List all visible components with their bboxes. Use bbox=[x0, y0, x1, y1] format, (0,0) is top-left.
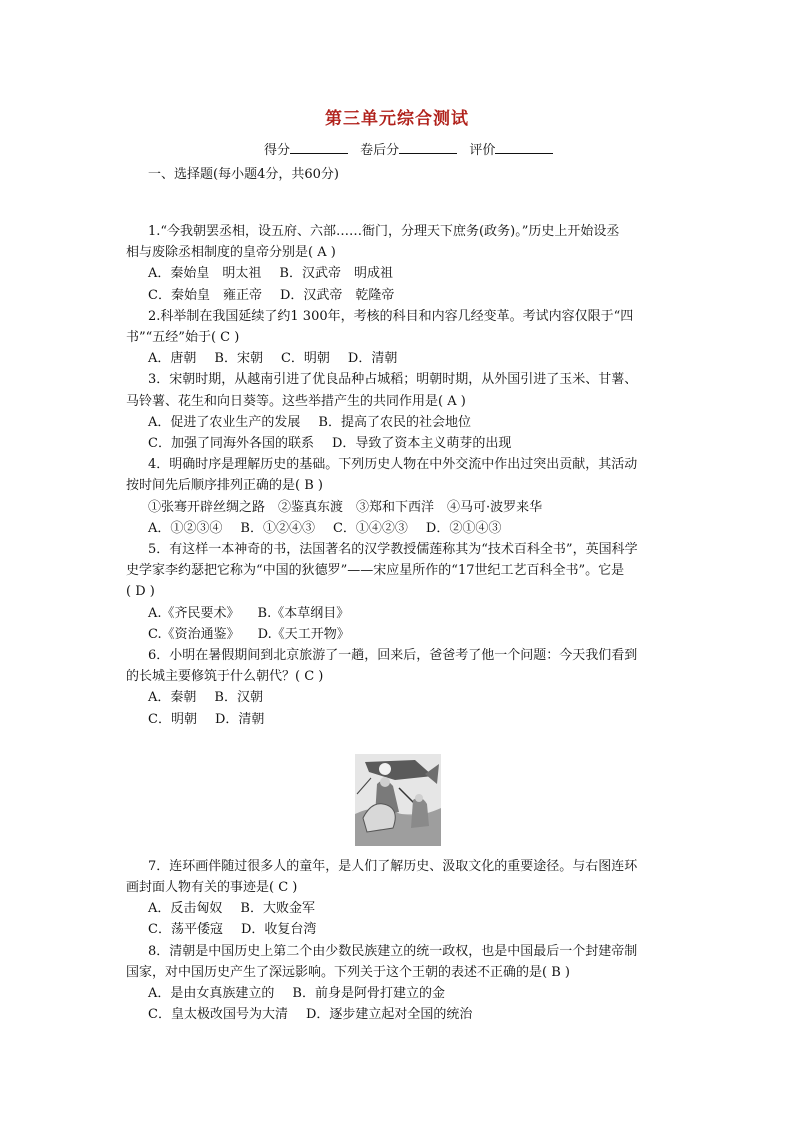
option: A．秦朝 bbox=[148, 690, 197, 706]
option: ①张骞开辟丝绸之路 ②鉴真东渡 ③郑和下西洋 ④马可·波罗来华 bbox=[148, 499, 543, 515]
battle-scene-image bbox=[355, 754, 441, 846]
option: B．①②④③ bbox=[240, 520, 315, 536]
option: A．秦始皇 明太祖 bbox=[148, 266, 262, 282]
option: C．秦始皇 雍正帝 bbox=[148, 287, 262, 303]
option: D．清朝 bbox=[347, 351, 398, 367]
question-3-options-row bbox=[126, 412, 674, 433]
question-3-line-2: 马铃薯、花生和向日葵等。这些举措产生的共同作用是( A ) bbox=[126, 393, 466, 409]
option: A.《齐民要术》 bbox=[148, 605, 240, 621]
option: B．大败金军 bbox=[240, 901, 315, 917]
evaluation-blank bbox=[495, 141, 553, 154]
question-7-options-row bbox=[126, 919, 674, 940]
question-list bbox=[126, 221, 674, 1026]
option: A．①②③④ bbox=[148, 520, 223, 536]
question-8-options-row bbox=[126, 983, 674, 1004]
option: A．反击匈奴 bbox=[148, 901, 223, 917]
paper-score-label: 卷后分 bbox=[360, 143, 400, 158]
option: B．前身是阿骨打建立的金 bbox=[292, 986, 445, 1002]
question-5-options-row bbox=[126, 624, 674, 645]
question-3-options-row bbox=[126, 433, 674, 454]
evaluation-label: 评价 bbox=[469, 143, 496, 158]
question-5-options-row bbox=[126, 603, 674, 624]
question-2-line-2: 书”“五经”始于( C ) bbox=[126, 330, 240, 346]
question-7-line-1: 7．连环画伴随过很多人的童年，是人们了解历史、汲取文化的重要途径。与右图连环 bbox=[148, 858, 638, 874]
question-6-options-row bbox=[126, 687, 674, 708]
option: C．明朝 bbox=[280, 351, 330, 367]
option: D.《天工开物》 bbox=[257, 626, 350, 642]
option: C．加强了同海外各国的联系 bbox=[148, 436, 314, 452]
question-7-options-row bbox=[126, 898, 674, 919]
section-heading: 一、选择题(每小题4分，共60分) bbox=[148, 167, 339, 182]
option: D．导致了资本主义萌芽的出现 bbox=[331, 436, 512, 452]
option: D．汉武帝 乾隆帝 bbox=[279, 287, 395, 303]
question-1-options-row bbox=[126, 285, 674, 306]
option: B．宋朝 bbox=[214, 351, 263, 367]
option: C．明朝 bbox=[148, 711, 197, 727]
option: D．清朝 bbox=[214, 711, 265, 727]
question-5-line-2: 史学家李约瑟把它称为“中国的狄德罗”——宋应星所作的“17世纪工艺百科全书”。它是 bbox=[126, 563, 625, 579]
question-5-line-3: ( D ) bbox=[126, 584, 155, 600]
question-7-line-2: 画封面人物有关的事迹是( C ) bbox=[126, 880, 298, 896]
question-4-options-row bbox=[126, 518, 674, 539]
question-2-options-row bbox=[126, 348, 674, 369]
option: D．②①④③ bbox=[425, 520, 502, 536]
option: B．汉朝 bbox=[214, 690, 263, 706]
option: A．促进了农业生产的发展 bbox=[148, 414, 301, 430]
option: A．是由女真族建立的 bbox=[148, 986, 275, 1002]
option: C.《资治通鉴》 bbox=[148, 626, 240, 642]
option: C．①④②③ bbox=[332, 520, 408, 536]
question-4-line-1: 4．明确时序是理解历史的基础。下列历史人物在中外交流中作出过突出贡献，其活动 bbox=[148, 457, 638, 473]
score-line bbox=[264, 139, 561, 158]
score-blank bbox=[290, 141, 348, 154]
option: B．汉武帝 明成祖 bbox=[279, 266, 393, 282]
option: B.《本草纲目》 bbox=[257, 605, 350, 621]
question-2-line-1: 2.科举制在我国延续了约1 300年，考核的科目和内容几经变革。考试内容仅限于“四 bbox=[148, 308, 634, 324]
question-4-line-2: 按时间先后顺序排列正确的是( B ) bbox=[126, 478, 323, 494]
option: C．皇太极改国号为大清 bbox=[148, 1007, 288, 1023]
option: D．逐步建立起对全国的统治 bbox=[305, 1007, 473, 1023]
option: C．荡平倭寇 bbox=[148, 922, 223, 938]
score-label: 得分 bbox=[264, 143, 291, 158]
question-1-line-2: 相与废除丞相制度的皇帝分别是( A ) bbox=[126, 245, 336, 261]
question-3-line-1: 3．宋朝时期，从越南引进了优良品种占城稻；明朝时期，从外国引进了玉米、甘薯、 bbox=[148, 372, 638, 388]
question-6-line-2: 的长城主要修筑于什么朝代？( C ) bbox=[126, 669, 324, 685]
question-1-line-1: 1.“今我朝罢丞相，设五府、六部……衙门，分理天下庶务(政务)。”历史上开始设丞 bbox=[148, 224, 620, 239]
question-6-line-1: 6．小明在暑假期间到北京旅游了一趟，回来后，爸爸考了他一个问题：今天我们看到 bbox=[148, 648, 638, 664]
option: D．收复台湾 bbox=[240, 922, 317, 938]
comic-cover-illustration bbox=[355, 754, 441, 846]
question-8-line-1: 8．清朝是中国历史上第二个由少数民族建立的统一政权，也是中国最后一个封建帝制 bbox=[148, 943, 638, 959]
question-4-items-row bbox=[126, 497, 674, 518]
page-title: 第三单元综合测试 bbox=[325, 109, 469, 129]
option: A．唐朝 bbox=[148, 351, 197, 367]
question-1-options-row bbox=[126, 263, 674, 284]
question-8-line-2: 国家，对中国历史产生了深远影响。下列关于这个王朝的表述不正确的是( B ) bbox=[126, 964, 570, 980]
paper-score-blank bbox=[399, 141, 457, 154]
question-5-line-1: 5．有这样一本神奇的书，法国著名的汉学教授儒莲称其为“技术百科全书”，英国科学 bbox=[148, 542, 638, 558]
option: B．提高了农民的社会地位 bbox=[318, 414, 471, 430]
question-8-options-row bbox=[126, 1004, 674, 1025]
question-6-options-row bbox=[126, 709, 674, 730]
